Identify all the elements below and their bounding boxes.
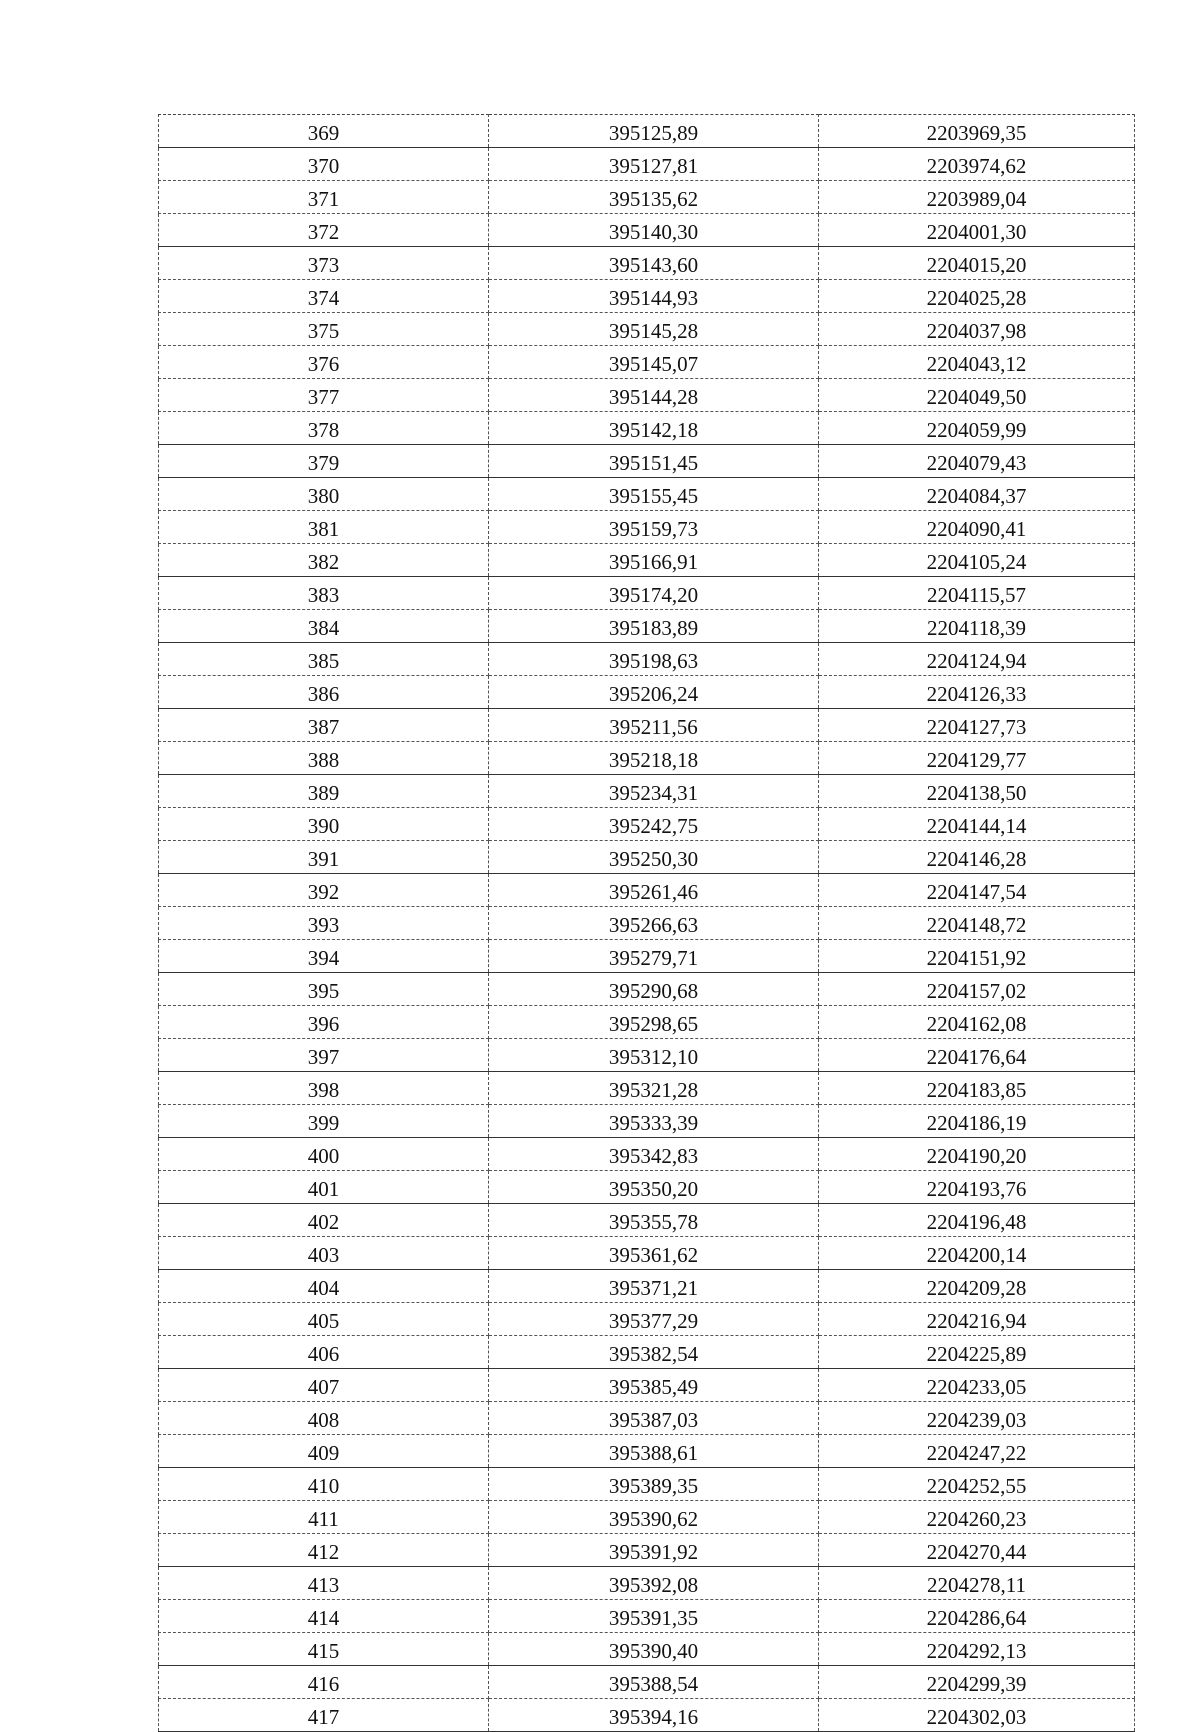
table-row [159, 1204, 1135, 1237]
point-number-cell: 390 [159, 808, 489, 841]
point-number-cell: 416 [159, 1666, 489, 1699]
table-row [159, 1534, 1135, 1567]
x-coordinate-cell: 395144,93 [489, 280, 819, 313]
table-row [159, 1270, 1135, 1303]
coordinates-table [158, 114, 1135, 1732]
x-coordinate-cell: 395174,20 [489, 577, 819, 610]
x-coordinate-cell: 395390,62 [489, 1501, 819, 1534]
table-row [159, 1567, 1135, 1600]
y-coordinate-cell: 2204239,03 [819, 1402, 1135, 1435]
y-coordinate-cell: 2204148,72 [819, 907, 1135, 940]
point-number-cell: 405 [159, 1303, 489, 1336]
x-coordinate-cell: 395242,75 [489, 808, 819, 841]
table-row [159, 1600, 1135, 1633]
y-coordinate-cell: 2204090,41 [819, 511, 1135, 544]
x-coordinate-cell: 395394,16 [489, 1699, 819, 1732]
y-coordinate-cell: 2204157,02 [819, 973, 1135, 1006]
y-coordinate-cell: 2204115,57 [819, 577, 1135, 610]
y-coordinate-cell: 2204129,77 [819, 742, 1135, 775]
y-coordinate-cell: 2204216,94 [819, 1303, 1135, 1336]
point-number-cell: 410 [159, 1468, 489, 1501]
x-coordinate-cell: 395155,45 [489, 478, 819, 511]
x-coordinate-cell: 395388,54 [489, 1666, 819, 1699]
point-number-cell: 409 [159, 1435, 489, 1468]
table-row [159, 1138, 1135, 1171]
table-row [159, 313, 1135, 346]
y-coordinate-cell: 2204247,22 [819, 1435, 1135, 1468]
y-coordinate-cell: 2204299,39 [819, 1666, 1135, 1699]
point-number-cell: 377 [159, 379, 489, 412]
y-coordinate-cell: 2204186,19 [819, 1105, 1135, 1138]
y-coordinate-cell: 2204138,50 [819, 775, 1135, 808]
point-number-cell: 374 [159, 280, 489, 313]
y-coordinate-cell: 2204037,98 [819, 313, 1135, 346]
x-coordinate-cell: 395183,89 [489, 610, 819, 643]
y-coordinate-cell: 2204124,94 [819, 643, 1135, 676]
table-row [159, 841, 1135, 874]
table-row [159, 1105, 1135, 1138]
y-coordinate-cell: 2204278,11 [819, 1567, 1135, 1600]
point-number-cell: 413 [159, 1567, 489, 1600]
x-coordinate-cell: 395371,21 [489, 1270, 819, 1303]
table-row [159, 1666, 1135, 1699]
y-coordinate-cell: 2204105,24 [819, 544, 1135, 577]
table-row [159, 610, 1135, 643]
x-coordinate-cell: 395198,63 [489, 643, 819, 676]
y-coordinate-cell: 2203969,35 [819, 115, 1135, 148]
x-coordinate-cell: 395234,31 [489, 775, 819, 808]
table-row [159, 907, 1135, 940]
x-coordinate-cell: 395377,29 [489, 1303, 819, 1336]
table-row [159, 1501, 1135, 1534]
y-coordinate-cell: 2204151,92 [819, 940, 1135, 973]
table-row [159, 973, 1135, 1006]
point-number-cell: 412 [159, 1534, 489, 1567]
y-coordinate-cell: 2204225,89 [819, 1336, 1135, 1369]
x-coordinate-cell: 395333,39 [489, 1105, 819, 1138]
y-coordinate-cell: 2204084,37 [819, 478, 1135, 511]
point-number-cell: 400 [159, 1138, 489, 1171]
point-number-cell: 373 [159, 247, 489, 280]
table-row [159, 1468, 1135, 1501]
x-coordinate-cell: 395143,60 [489, 247, 819, 280]
point-number-cell: 389 [159, 775, 489, 808]
y-coordinate-cell: 2204147,54 [819, 874, 1135, 907]
point-number-cell: 371 [159, 181, 489, 214]
table-row [159, 1006, 1135, 1039]
y-coordinate-cell: 2204118,39 [819, 610, 1135, 643]
x-coordinate-cell: 395206,24 [489, 676, 819, 709]
y-coordinate-cell: 2204015,20 [819, 247, 1135, 280]
point-number-cell: 401 [159, 1171, 489, 1204]
point-number-cell: 397 [159, 1039, 489, 1072]
y-coordinate-cell: 2204025,28 [819, 280, 1135, 313]
table-row [159, 1699, 1135, 1732]
table-row [159, 1369, 1135, 1402]
x-coordinate-cell: 395298,65 [489, 1006, 819, 1039]
point-number-cell: 391 [159, 841, 489, 874]
point-number-cell: 392 [159, 874, 489, 907]
table-row [159, 346, 1135, 379]
point-number-cell: 393 [159, 907, 489, 940]
x-coordinate-cell: 395382,54 [489, 1336, 819, 1369]
point-number-cell: 375 [159, 313, 489, 346]
x-coordinate-cell: 395142,18 [489, 412, 819, 445]
point-number-cell: 385 [159, 643, 489, 676]
table-row [159, 379, 1135, 412]
point-number-cell: 399 [159, 1105, 489, 1138]
point-number-cell: 402 [159, 1204, 489, 1237]
y-coordinate-cell: 2204183,85 [819, 1072, 1135, 1105]
point-number-cell: 395 [159, 973, 489, 1006]
table-row [159, 115, 1135, 148]
x-coordinate-cell: 395261,46 [489, 874, 819, 907]
x-coordinate-cell: 395312,10 [489, 1039, 819, 1072]
table-row [159, 940, 1135, 973]
point-number-cell: 417 [159, 1699, 489, 1732]
table-row [159, 478, 1135, 511]
point-number-cell: 387 [159, 709, 489, 742]
table-row [159, 1303, 1135, 1336]
y-coordinate-cell: 2204302,03 [819, 1699, 1135, 1732]
y-coordinate-cell: 2204190,20 [819, 1138, 1135, 1171]
table-row [159, 676, 1135, 709]
table-row [159, 1072, 1135, 1105]
x-coordinate-cell: 395361,62 [489, 1237, 819, 1270]
point-number-cell: 381 [159, 511, 489, 544]
y-coordinate-cell: 2204127,73 [819, 709, 1135, 742]
x-coordinate-cell: 395355,78 [489, 1204, 819, 1237]
y-coordinate-cell: 2204252,55 [819, 1468, 1135, 1501]
point-number-cell: 379 [159, 445, 489, 478]
x-coordinate-cell: 395218,18 [489, 742, 819, 775]
table-row [159, 1435, 1135, 1468]
point-number-cell: 372 [159, 214, 489, 247]
point-number-cell: 415 [159, 1633, 489, 1666]
point-number-cell: 414 [159, 1600, 489, 1633]
point-number-cell: 378 [159, 412, 489, 445]
table-row [159, 412, 1135, 445]
table-row [159, 544, 1135, 577]
point-number-cell: 398 [159, 1072, 489, 1105]
table-row [159, 874, 1135, 907]
table-row [159, 1336, 1135, 1369]
y-coordinate-cell: 2204200,14 [819, 1237, 1135, 1270]
point-number-cell: 376 [159, 346, 489, 379]
x-coordinate-cell: 395266,63 [489, 907, 819, 940]
y-coordinate-cell: 2204059,99 [819, 412, 1135, 445]
x-coordinate-cell: 395342,83 [489, 1138, 819, 1171]
table-row [159, 1402, 1135, 1435]
x-coordinate-cell: 395140,30 [489, 214, 819, 247]
table-row [159, 643, 1135, 676]
point-number-cell: 370 [159, 148, 489, 181]
table-row [159, 742, 1135, 775]
y-coordinate-cell: 2204196,48 [819, 1204, 1135, 1237]
x-coordinate-cell: 395151,45 [489, 445, 819, 478]
table-row [159, 280, 1135, 313]
y-coordinate-cell: 2204079,43 [819, 445, 1135, 478]
table-row [159, 1237, 1135, 1270]
x-coordinate-cell: 395290,68 [489, 973, 819, 1006]
point-number-cell: 408 [159, 1402, 489, 1435]
y-coordinate-cell: 2204270,44 [819, 1534, 1135, 1567]
table-row [159, 214, 1135, 247]
table-row [159, 181, 1135, 214]
y-coordinate-cell: 2203974,62 [819, 148, 1135, 181]
table-row [159, 775, 1135, 808]
y-coordinate-cell: 2204176,64 [819, 1039, 1135, 1072]
point-number-cell: 382 [159, 544, 489, 577]
y-coordinate-cell: 2204146,28 [819, 841, 1135, 874]
x-coordinate-cell: 395388,61 [489, 1435, 819, 1468]
x-coordinate-cell: 395389,35 [489, 1468, 819, 1501]
y-coordinate-cell: 2204292,13 [819, 1633, 1135, 1666]
y-coordinate-cell: 2204233,05 [819, 1369, 1135, 1402]
table-row [159, 1633, 1135, 1666]
table-row [159, 247, 1135, 280]
x-coordinate-cell: 395279,71 [489, 940, 819, 973]
point-number-cell: 404 [159, 1270, 489, 1303]
point-number-cell: 394 [159, 940, 489, 973]
point-number-cell: 384 [159, 610, 489, 643]
x-coordinate-cell: 395127,81 [489, 148, 819, 181]
point-number-cell: 388 [159, 742, 489, 775]
y-coordinate-cell: 2203989,04 [819, 181, 1135, 214]
y-coordinate-cell: 2204001,30 [819, 214, 1135, 247]
x-coordinate-cell: 395250,30 [489, 841, 819, 874]
point-number-cell: 403 [159, 1237, 489, 1270]
x-coordinate-cell: 395125,89 [489, 115, 819, 148]
y-coordinate-cell: 2204043,12 [819, 346, 1135, 379]
table-row [159, 808, 1135, 841]
point-number-cell: 411 [159, 1501, 489, 1534]
y-coordinate-cell: 2204049,50 [819, 379, 1135, 412]
x-coordinate-cell: 395391,92 [489, 1534, 819, 1567]
x-coordinate-cell: 395211,56 [489, 709, 819, 742]
x-coordinate-cell: 395145,07 [489, 346, 819, 379]
point-number-cell: 406 [159, 1336, 489, 1369]
y-coordinate-cell: 2204193,76 [819, 1171, 1135, 1204]
point-number-cell: 369 [159, 115, 489, 148]
y-coordinate-cell: 2204209,28 [819, 1270, 1135, 1303]
x-coordinate-cell: 395135,62 [489, 181, 819, 214]
y-coordinate-cell: 2204144,14 [819, 808, 1135, 841]
x-coordinate-cell: 395159,73 [489, 511, 819, 544]
table-row [159, 148, 1135, 181]
x-coordinate-cell: 395144,28 [489, 379, 819, 412]
x-coordinate-cell: 395350,20 [489, 1171, 819, 1204]
point-number-cell: 380 [159, 478, 489, 511]
point-number-cell: 407 [159, 1369, 489, 1402]
x-coordinate-cell: 395387,03 [489, 1402, 819, 1435]
table-row [159, 445, 1135, 478]
y-coordinate-cell: 2204162,08 [819, 1006, 1135, 1039]
table-row [159, 1171, 1135, 1204]
point-number-cell: 386 [159, 676, 489, 709]
table-row [159, 1039, 1135, 1072]
y-coordinate-cell: 2204126,33 [819, 676, 1135, 709]
table-row [159, 511, 1135, 544]
table-row [159, 709, 1135, 742]
x-coordinate-cell: 395385,49 [489, 1369, 819, 1402]
x-coordinate-cell: 395166,91 [489, 544, 819, 577]
point-number-cell: 383 [159, 577, 489, 610]
y-coordinate-cell: 2204286,64 [819, 1600, 1135, 1633]
x-coordinate-cell: 395145,28 [489, 313, 819, 346]
point-number-cell: 396 [159, 1006, 489, 1039]
x-coordinate-cell: 395321,28 [489, 1072, 819, 1105]
x-coordinate-cell: 395390,40 [489, 1633, 819, 1666]
x-coordinate-cell: 395391,35 [489, 1600, 819, 1633]
table-row [159, 577, 1135, 610]
coordinates-table-body [159, 115, 1135, 1732]
y-coordinate-cell: 2204260,23 [819, 1501, 1135, 1534]
x-coordinate-cell: 395392,08 [489, 1567, 819, 1600]
